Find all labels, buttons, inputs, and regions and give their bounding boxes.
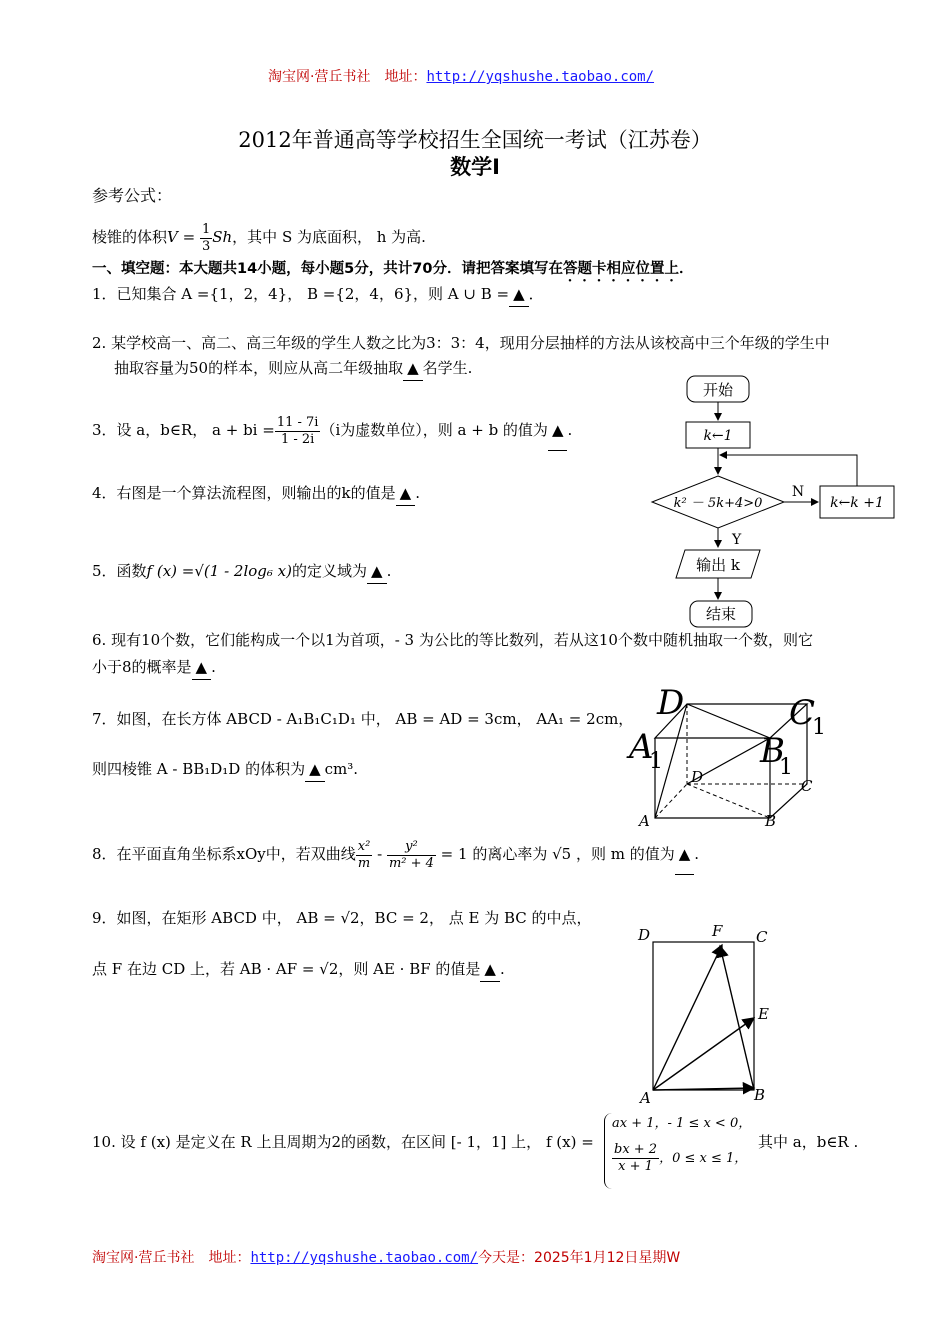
q5-function: f (x) =√(1 - 2log₆ x) [146,562,292,580]
q3-num: 11 - 7i [276,414,319,430]
question-6-line2 [92,655,216,680]
question-9-line2 [92,957,505,982]
q4-text: 4．右图是一个算法流程图，则输出的k的值是 [92,484,396,502]
q8-minus: - [372,845,387,863]
q8-answer-blank[interactable]: ▲ [675,834,695,875]
label-D1: D [657,683,685,723]
flow-condition-label: k² － 5k+4>0 [673,496,763,511]
question-3 [92,410,572,451]
formula-heading: 参考公式： [92,186,173,205]
flow-yes-label: Y [732,532,742,548]
formula-fraction [200,222,212,255]
q10-case2-num: bx + 2 [614,1142,658,1157]
q5-text: 5．函数 [92,562,147,580]
label-A1-sub: 1 [649,749,663,774]
formula-num: 1 [201,221,211,237]
flow-start-label: 开始 [702,381,734,399]
q2-text: 抽取容量为50的样本，则应从高二年级抽取 [114,359,404,377]
formula-suffix: ，其中 S 为底面积， h 为高. [232,228,426,246]
q3-text: 3．设 a，b∈R， a + bi = [92,421,275,439]
q9-post: . [499,960,505,978]
section-dotted: 答题卡相应位置上 [562,261,679,277]
question-4 [92,481,420,506]
q1-answer-blank[interactable]: ▲ [509,282,529,307]
question-10 [92,1130,594,1154]
header-url-link[interactable]: http://yqshushe.taobao.com/ [426,69,655,85]
rect-label-C: C [756,928,768,946]
q3-answer-blank[interactable]: ▲ [548,410,568,451]
formula-line [92,217,426,257]
rect-label-A: A [640,1089,651,1107]
footer [92,1247,680,1267]
rect-label-F: F [712,922,723,940]
q8-f2-den: m² + 4 [388,855,434,871]
q1-text: 1．已知集合 A ={1，2，4}， B ={2，4，6}，则 A ∪ B = [92,285,510,303]
q3-mid: （i为虚数单位），则 a + b 的值为 [320,421,548,439]
q1-post: ． [528,285,544,303]
q5-mid: 的定义域为 [292,562,368,580]
header [268,66,654,86]
flow-init-label: k←1 [703,428,733,444]
label-C1-sub: 1 [812,715,826,740]
q6-text: 小于8的概率是 [92,658,192,676]
question-9-line1: 9．如图，在矩形 ABCD 中， AB = √2，BC = 2， 点 E 为 BC 的中点， [92,909,592,927]
formula-lhs: V = [167,228,200,246]
q10-post: 其中 a，b∈R . [758,1133,859,1151]
q3-post: . [567,421,573,439]
rect-label-D: D [638,926,651,944]
q7-text: 则四棱锥 A - BB₁D₁D 的体积为 [92,760,306,778]
page-title: 2012年普通高等学校招生全国统一考试（江苏卷） [238,128,712,152]
q3-fraction [275,415,321,448]
section-head: 一、填空题：本大题共14小题，每小题5分，共计70分．请把答案填写在 [92,261,563,277]
label-B1: B [760,731,785,771]
q10-case-1: ax + 1，- 1 ≤ x < 0， [612,1116,752,1131]
label-B: B [765,812,777,830]
q8-f1-den: m [357,855,371,871]
question-2-line1: 2. 某学校高一、高二、高三年级的学生人数之比为3：3：4，现用分层抽样的方法从该校高中三个年级的学生中 [92,334,830,352]
flow-end-label: 结束 [705,605,737,623]
footer-date: 今天是：2025年1月12日星期W [478,1250,681,1266]
q8-post: . [694,845,700,863]
question-6-line1: 6. 现有10个数，它们能构成一个以1为首项，- 3 为公比的等比数列，若从这10个数中随机抽取一个数，则它 [92,631,813,649]
q2-post: 名学生. [422,359,473,377]
label-D: D [691,768,704,786]
q8-f1-num: x² [357,838,371,854]
formula-prefix: 棱锥的体积 [92,228,168,246]
q3-den: 1 - 2i [280,431,315,447]
q10-case-2 [612,1142,747,1175]
q5-post: . [386,562,392,580]
formula-den: 3 [201,238,211,254]
q7-answer-blank[interactable]: ▲ [305,757,325,782]
q6-post: . [211,658,216,676]
flow-no-label: N [791,484,805,500]
q8-fraction-2 [387,839,436,872]
q6-answer-blank[interactable]: ▲ [192,655,212,680]
label-A1: A [629,727,654,767]
page-subtitle: 数学Ⅰ [450,155,500,179]
question-5 [92,559,391,584]
header-shop: 淘宝网·营丘书社 地址： [268,69,427,85]
formula-rhs: Sh [212,228,233,246]
q8-mid: = 1 的离心率为 √5 ，则 m 的值为 [435,845,675,863]
flowchart [640,370,910,635]
label-C1: C [789,693,816,733]
q5-answer-blank[interactable]: ▲ [367,559,387,584]
label-B1-sub: 1 [779,755,793,780]
question-2-line2 [114,356,472,381]
q9-text: 点 F 在边 CD 上，若 AB · AF = √2，则 AE · BF 的值是 [92,960,481,978]
q10-case2-cond: ，0 ≤ x ≤ 1， [659,1151,748,1166]
flow-output-label: 输出 k [696,556,740,574]
question-8 [92,834,699,875]
q7-post: cm³. [324,760,359,778]
q4-post: . [415,484,420,502]
q9-answer-blank[interactable]: ▲ [480,957,500,982]
flow-update-label: k←k +1 [830,495,884,511]
q8-f2-num: y² [387,839,436,856]
label-A: A [639,812,650,830]
question-1 [92,282,544,307]
rect-label-B: B [754,1086,766,1104]
q10-case2-fraction [612,1142,659,1175]
q10-case2-den: x + 1 [618,1159,653,1174]
footer-url-link[interactable]: http://yqshushe.taobao.com/ [250,1250,479,1266]
cuboid-figure [625,680,830,830]
q4-answer-blank[interactable]: ▲ [396,481,416,506]
q10-text: 10. 设 f (x) 是定义在 R 上且周期为2的函数，在区间 [- 1，1] 上， f (x) = [92,1133,594,1151]
q8-fraction-1 [356,839,373,872]
question-7-line1: 7．如图，在长方体 ABCD - A₁B₁C₁D₁ 中， AB = AD = 3cm， AA₁ = 2cm， [92,710,634,728]
label-C: C [801,777,813,795]
rect-label-E: E [758,1005,769,1023]
rectangle-figure [630,918,780,1108]
q8-text: 8．在平面直角坐标系xOy中，若双曲线 [92,845,356,863]
q2-answer-blank[interactable]: ▲ [403,356,423,381]
question-7-line2 [92,757,358,782]
section-tail: ． [678,261,694,277]
footer-shop: 淘宝网·营丘书社 地址： [92,1250,251,1266]
section-heading [92,257,693,285]
